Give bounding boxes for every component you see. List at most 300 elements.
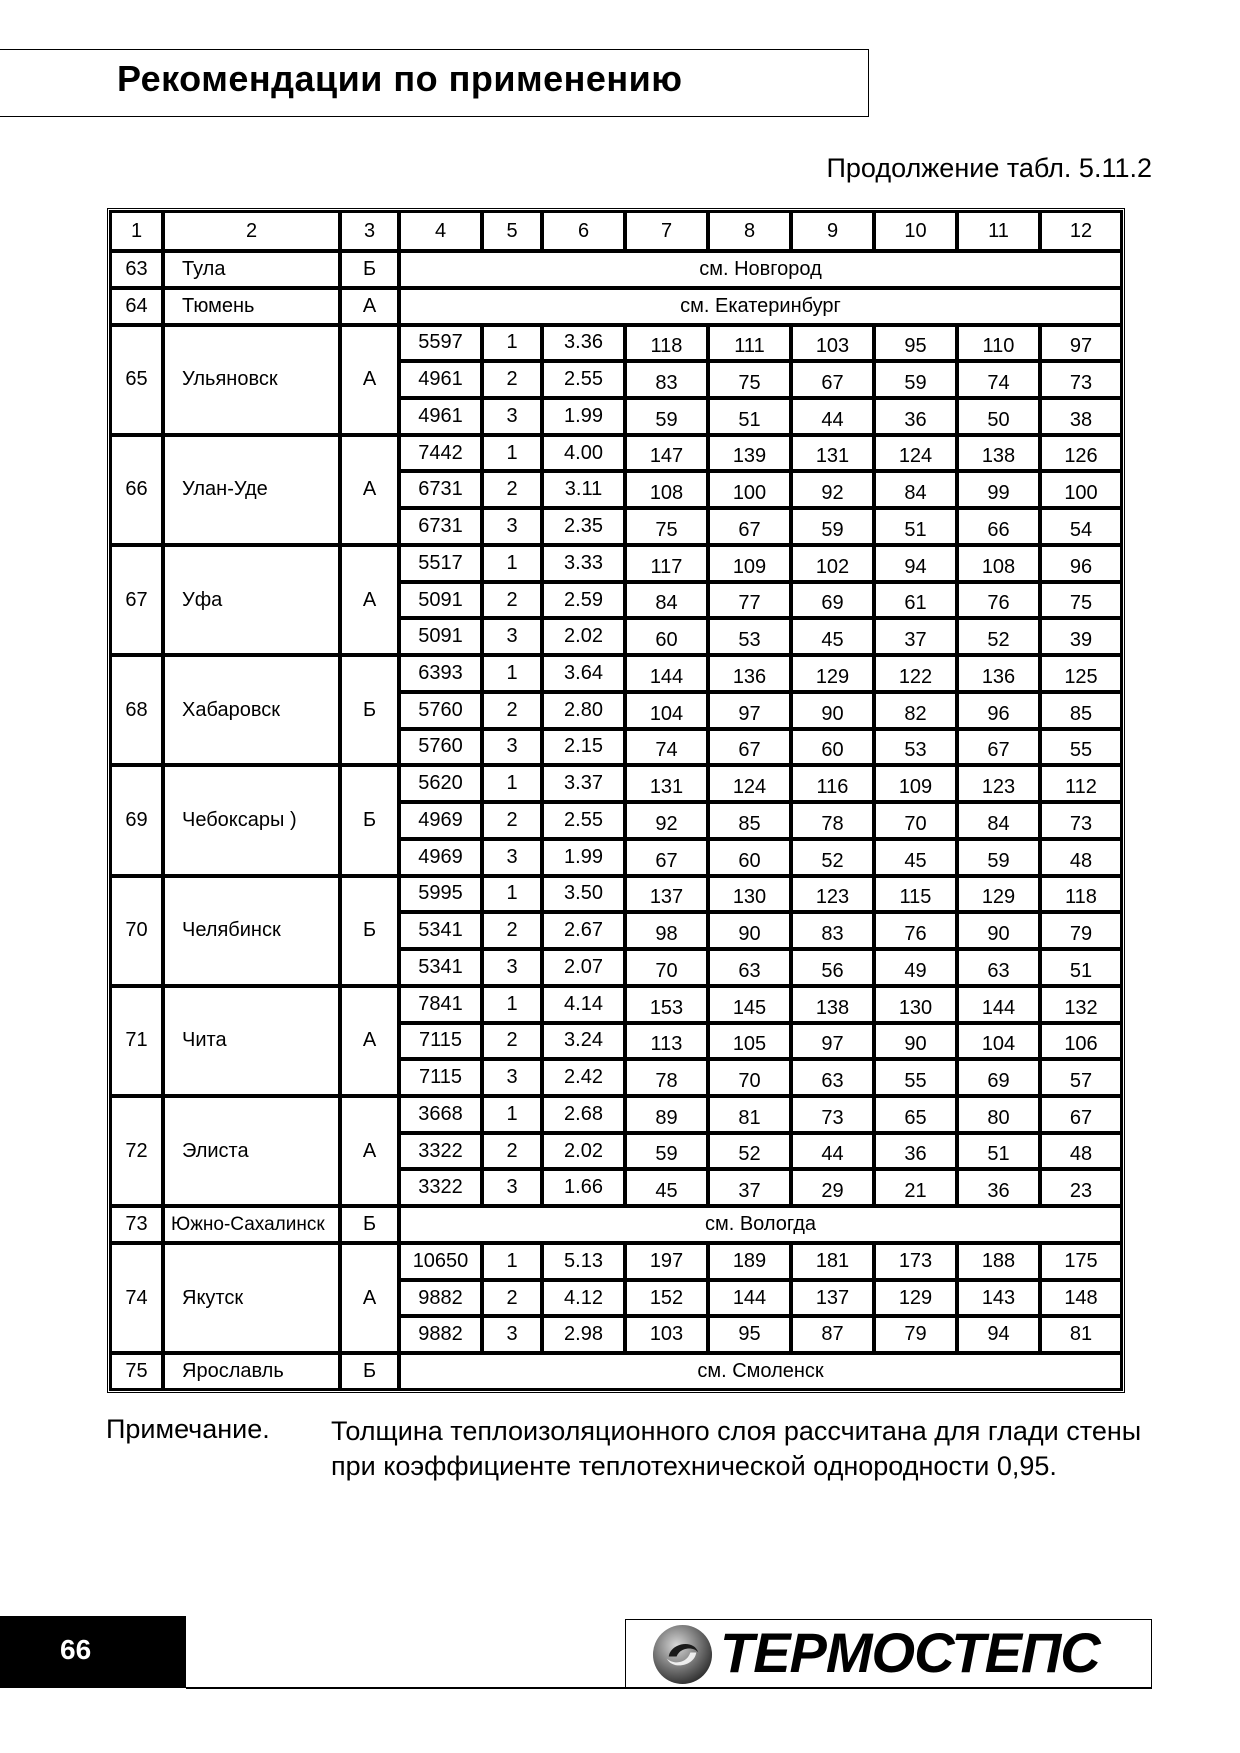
data-cell: 189 [708, 1243, 791, 1280]
data-cell: 70 [625, 949, 708, 986]
data-cell: 38 [1040, 398, 1122, 435]
data-cell: 80 [957, 1096, 1040, 1133]
data-cell: 57 [1040, 1059, 1122, 1096]
data-cell: 2.07 [542, 949, 625, 986]
data-cell: 67 [708, 729, 791, 766]
data-cell: 130 [874, 986, 957, 1023]
data-cell: 7115 [399, 1059, 482, 1096]
data-cell: 100 [1040, 471, 1122, 508]
data-cell: 55 [874, 1059, 957, 1096]
data-cell: 84 [957, 802, 1040, 839]
data-cell: 2 [482, 912, 542, 949]
data-cell: 103 [625, 1316, 708, 1353]
climate-zone: А [340, 545, 399, 655]
data-cell: 61 [874, 582, 957, 619]
data-cell: 37 [874, 618, 957, 655]
data-cell: 3.33 [542, 545, 625, 582]
data-cell: 3 [482, 949, 542, 986]
data-cell: 36 [957, 1169, 1040, 1206]
data-cell: 4969 [399, 802, 482, 839]
data-cell: 3322 [399, 1169, 482, 1206]
footer-line [186, 1687, 1152, 1689]
data-cell: 3 [482, 398, 542, 435]
data-cell: 75 [625, 508, 708, 545]
data-cell: 123 [957, 765, 1040, 802]
data-cell: 70 [874, 802, 957, 839]
data-cell: 129 [874, 1280, 957, 1317]
data-cell: 1 [482, 1243, 542, 1280]
data-cell: 1 [482, 986, 542, 1023]
data-cell: 48 [1040, 839, 1122, 876]
row-number: 75 [110, 1353, 163, 1390]
data-cell: 3 [482, 839, 542, 876]
climate-zone: Б [340, 655, 399, 765]
data-cell: 59 [957, 839, 1040, 876]
data-cell: 2.68 [542, 1096, 625, 1133]
data-cell: 2.80 [542, 692, 625, 729]
climate-zone: А [340, 325, 399, 435]
data-cell: 3 [482, 729, 542, 766]
data-cell: 118 [1040, 876, 1122, 913]
data-cell: 4.00 [542, 435, 625, 472]
city-name: Тюмень [163, 288, 340, 325]
table-row [110, 288, 1122, 325]
column-header: 6 [542, 211, 625, 251]
table-row [110, 765, 1122, 802]
data-cell: 52 [957, 618, 1040, 655]
data-cell: 2.35 [542, 508, 625, 545]
data-cell: 115 [874, 876, 957, 913]
data-cell: 21 [874, 1169, 957, 1206]
data-cell: 3 [482, 1169, 542, 1206]
data-cell: 51 [708, 398, 791, 435]
data-cell: 79 [874, 1316, 957, 1353]
data-cell: 113 [625, 1023, 708, 1060]
data-cell: 87 [791, 1316, 874, 1353]
table-header-row [110, 211, 1122, 251]
data-cell: 109 [708, 545, 791, 582]
data-cell: 144 [957, 986, 1040, 1023]
data-cell: 2 [482, 582, 542, 619]
data-cell: 152 [625, 1280, 708, 1317]
data-cell: 4.14 [542, 986, 625, 1023]
column-header: 5 [482, 211, 542, 251]
data-cell: 3668 [399, 1096, 482, 1133]
data-cell: 67 [957, 729, 1040, 766]
data-cell: 5760 [399, 692, 482, 729]
data-cell: 139 [708, 435, 791, 472]
data-cell: 75 [1040, 582, 1122, 619]
data-cell: 29 [791, 1169, 874, 1206]
row-number: 66 [110, 435, 163, 545]
brand-name: ТЕРМОСТЕПС [720, 1621, 1100, 1684]
note-text: Толщина теплоизоляционного слоя рассчитана для глади стены при коэффициенте теплотехнической однородности 0,95. [331, 1416, 1142, 1481]
data-cell: 138 [957, 435, 1040, 472]
data-cell: 123 [791, 876, 874, 913]
data-cell: 188 [957, 1243, 1040, 1280]
data-cell: 129 [791, 655, 874, 692]
data-cell: 3.50 [542, 876, 625, 913]
data-cell: 63 [957, 949, 1040, 986]
data-cell: 3322 [399, 1133, 482, 1170]
city-name: Тула [163, 251, 340, 288]
data-cell: 90 [957, 912, 1040, 949]
city-name: Якутск [163, 1243, 340, 1353]
data-cell: 76 [957, 582, 1040, 619]
column-header: 11 [957, 211, 1040, 251]
data-cell: 111 [708, 325, 791, 362]
data-cell: 131 [791, 435, 874, 472]
data-cell: 84 [874, 471, 957, 508]
data-cell: 5.13 [542, 1243, 625, 1280]
brand-logo-icon [651, 1623, 714, 1686]
column-header: 12 [1040, 211, 1122, 251]
column-header: 4 [399, 211, 482, 251]
row-number: 73 [110, 1206, 163, 1243]
row-number: 67 [110, 545, 163, 655]
city-name: Улан-Уде [163, 435, 340, 545]
data-cell: 2 [482, 802, 542, 839]
data-cell: 7442 [399, 435, 482, 472]
city-name: Южно-Сахалинск [163, 1206, 340, 1243]
data-cell: 1 [482, 435, 542, 472]
data-cell: 90 [708, 912, 791, 949]
data-cell: 81 [1040, 1316, 1122, 1353]
data-cell: 108 [957, 545, 1040, 582]
data-cell: 124 [708, 765, 791, 802]
climate-zone: Б [340, 1206, 399, 1243]
data-cell: 78 [625, 1059, 708, 1096]
data-cell: 36 [874, 398, 957, 435]
data-cell: 90 [791, 692, 874, 729]
column-header: 1 [110, 211, 163, 251]
data-cell: 143 [957, 1280, 1040, 1317]
table-row [110, 325, 1122, 362]
data-cell: 89 [625, 1096, 708, 1133]
data-cell: 118 [625, 325, 708, 362]
data-cell: 60 [791, 729, 874, 766]
data-cell: 9882 [399, 1316, 482, 1353]
data-cell: 56 [791, 949, 874, 986]
data-cell: 106 [1040, 1023, 1122, 1060]
data-cell: 105 [708, 1023, 791, 1060]
data-cell: 97 [1040, 325, 1122, 362]
table-row [110, 1243, 1122, 1280]
data-cell: 5517 [399, 545, 482, 582]
data-cell: 197 [625, 1243, 708, 1280]
data-cell: 1 [482, 655, 542, 692]
data-cell: 129 [957, 876, 1040, 913]
data-cell: 136 [957, 655, 1040, 692]
column-header: 3 [340, 211, 399, 251]
row-number: 64 [110, 288, 163, 325]
data-cell: 52 [791, 839, 874, 876]
data-cell: 136 [708, 655, 791, 692]
data-cell: 75 [708, 361, 791, 398]
climate-zone: Б [340, 876, 399, 986]
data-cell: 9882 [399, 1280, 482, 1317]
data-cell: 59 [874, 361, 957, 398]
data-cell: 2.02 [542, 1133, 625, 1170]
data-cell: 173 [874, 1243, 957, 1280]
city-name: Ярославль [163, 1353, 340, 1390]
climate-zone: Б [340, 1353, 399, 1390]
table-row [110, 986, 1122, 1023]
data-cell: 137 [791, 1280, 874, 1317]
data-cell: 1 [482, 876, 542, 913]
data-cell: 126 [1040, 435, 1122, 472]
data-cell: 63 [791, 1059, 874, 1096]
table-row [110, 435, 1122, 472]
table-row [110, 545, 1122, 582]
table-row [110, 251, 1122, 288]
table-caption: Продолжение табл. 5.11.2 [826, 153, 1152, 183]
data-cell: 104 [625, 692, 708, 729]
data-cell: 1 [482, 765, 542, 802]
data-cell: 92 [625, 802, 708, 839]
data-cell: 4.12 [542, 1280, 625, 1317]
data-cell: 3 [482, 508, 542, 545]
table-row [110, 1206, 1122, 1243]
data-cell: 2.55 [542, 361, 625, 398]
data-cell: 148 [1040, 1280, 1122, 1317]
data-cell: 92 [791, 471, 874, 508]
data-cell: 74 [957, 361, 1040, 398]
data-cell: 98 [625, 912, 708, 949]
data-cell: 5995 [399, 876, 482, 913]
data-cell: 147 [625, 435, 708, 472]
data-cell: 67 [1040, 1096, 1122, 1133]
data-cell: 44 [791, 1133, 874, 1170]
data-cell: 2.98 [542, 1316, 625, 1353]
row-number: 65 [110, 325, 163, 435]
data-cell: 153 [625, 986, 708, 1023]
data-cell: 49 [874, 949, 957, 986]
city-name: Уфа [163, 545, 340, 655]
see-reference: см. Смоленск [399, 1353, 1122, 1390]
data-cell: 48 [1040, 1133, 1122, 1170]
data-cell: 84 [625, 582, 708, 619]
data-cell: 53 [708, 618, 791, 655]
climate-zone: А [340, 1096, 399, 1206]
data-cell: 67 [708, 508, 791, 545]
page-title: Рекомендации по применению [117, 58, 683, 99]
row-number: 71 [110, 986, 163, 1096]
data-cell: 124 [874, 435, 957, 472]
data-cell: 110 [957, 325, 1040, 362]
page-number: 66 [60, 1634, 92, 1665]
data-cell: 83 [625, 361, 708, 398]
data-cell: 36 [874, 1133, 957, 1170]
data-cell: 108 [625, 471, 708, 508]
data-cell: 66 [957, 508, 1040, 545]
data-cell: 104 [957, 1023, 1040, 1060]
data-cell: 63 [708, 949, 791, 986]
data-cell: 3.24 [542, 1023, 625, 1060]
data-cell: 67 [791, 361, 874, 398]
data-cell: 2 [482, 1133, 542, 1170]
data-cell: 7841 [399, 986, 482, 1023]
data-cell: 4961 [399, 361, 482, 398]
data-cell: 3 [482, 1059, 542, 1096]
data-cell: 2.42 [542, 1059, 625, 1096]
data-cell: 60 [708, 839, 791, 876]
data-cell: 3.37 [542, 765, 625, 802]
data-cell: 69 [957, 1059, 1040, 1096]
data-cell: 73 [1040, 802, 1122, 839]
data-cell: 95 [708, 1316, 791, 1353]
data-cell: 117 [625, 545, 708, 582]
data-cell: 97 [708, 692, 791, 729]
data-cell: 5760 [399, 729, 482, 766]
data-cell: 10650 [399, 1243, 482, 1280]
city-name: Чита [163, 986, 340, 1096]
row-number: 63 [110, 251, 163, 288]
data-cell: 53 [874, 729, 957, 766]
data-cell: 2 [482, 692, 542, 729]
data-cell: 54 [1040, 508, 1122, 545]
climate-zone: А [340, 1243, 399, 1353]
data-cell: 51 [1040, 949, 1122, 986]
data-cell: 3 [482, 1316, 542, 1353]
data-cell: 1 [482, 545, 542, 582]
climate-zone: А [340, 288, 399, 325]
data-cell: 7115 [399, 1023, 482, 1060]
data-cell: 102 [791, 545, 874, 582]
data-cell: 5091 [399, 618, 482, 655]
climate-zone: А [340, 986, 399, 1096]
data-cell: 90 [874, 1023, 957, 1060]
data-cell: 59 [791, 508, 874, 545]
column-header: 9 [791, 211, 874, 251]
data-cell: 109 [874, 765, 957, 802]
data-cell: 39 [1040, 618, 1122, 655]
data-cell: 82 [874, 692, 957, 729]
data-cell: 50 [957, 398, 1040, 435]
note-label: Примечание. [106, 1414, 270, 1444]
data-cell: 2.15 [542, 729, 625, 766]
data-cell: 6731 [399, 508, 482, 545]
data-cell: 76 [874, 912, 957, 949]
city-name: Челябинск [163, 876, 340, 986]
data-cell: 138 [791, 986, 874, 1023]
data-cell: 116 [791, 765, 874, 802]
see-reference: см. Вологда [399, 1206, 1122, 1243]
data-cell: 85 [1040, 692, 1122, 729]
data-cell: 45 [874, 839, 957, 876]
data-cell: 45 [791, 618, 874, 655]
data-cell: 1.66 [542, 1169, 625, 1206]
data-cell: 70 [708, 1059, 791, 1096]
data-cell: 3.36 [542, 325, 625, 362]
data-cell: 4961 [399, 398, 482, 435]
table-row [110, 655, 1122, 692]
data-cell: 112 [1040, 765, 1122, 802]
see-reference: см. Новгород [399, 251, 1122, 288]
row-number: 69 [110, 765, 163, 875]
climate-zone: Б [340, 251, 399, 288]
city-name: Чебоксары ) [163, 765, 340, 875]
data-cell: 144 [625, 655, 708, 692]
table-row [110, 1353, 1122, 1390]
data-cell: 59 [625, 398, 708, 435]
data-cell: 130 [708, 876, 791, 913]
city-name: Ульяновск [163, 325, 340, 435]
data-cell: 2.55 [542, 802, 625, 839]
data-cell: 97 [791, 1023, 874, 1060]
data-cell: 65 [874, 1096, 957, 1133]
data-cell: 3 [482, 618, 542, 655]
data-cell: 132 [1040, 986, 1122, 1023]
data-cell: 131 [625, 765, 708, 802]
data-cell: 69 [791, 582, 874, 619]
data-table [107, 208, 1125, 1393]
data-cell: 95 [874, 325, 957, 362]
data-cell: 5341 [399, 949, 482, 986]
column-header: 10 [874, 211, 957, 251]
data-cell: 73 [1040, 361, 1122, 398]
data-cell: 144 [708, 1280, 791, 1317]
data-cell: 51 [957, 1133, 1040, 1170]
data-cell: 55 [1040, 729, 1122, 766]
data-cell: 103 [791, 325, 874, 362]
data-cell: 94 [874, 545, 957, 582]
data-cell: 1 [482, 325, 542, 362]
data-cell: 96 [1040, 545, 1122, 582]
data-cell: 2 [482, 471, 542, 508]
data-cell: 125 [1040, 655, 1122, 692]
city-name: Элиста [163, 1096, 340, 1206]
table-row [110, 876, 1122, 913]
data-cell: 60 [625, 618, 708, 655]
row-number: 72 [110, 1096, 163, 1206]
data-cell: 2 [482, 1023, 542, 1060]
column-header: 8 [708, 211, 791, 251]
data-cell: 1 [482, 1096, 542, 1133]
data-cell: 59 [625, 1133, 708, 1170]
row-number: 74 [110, 1243, 163, 1353]
data-cell: 37 [708, 1169, 791, 1206]
data-cell: 44 [791, 398, 874, 435]
data-cell: 1.99 [542, 398, 625, 435]
column-header: 7 [625, 211, 708, 251]
data-cell: 23 [1040, 1169, 1122, 1206]
data-cell: 5341 [399, 912, 482, 949]
data-cell: 2.02 [542, 618, 625, 655]
data-cell: 181 [791, 1243, 874, 1280]
data-cell: 4969 [399, 839, 482, 876]
data-cell: 145 [708, 986, 791, 1023]
climate-zone: Б [340, 765, 399, 875]
data-cell: 3.64 [542, 655, 625, 692]
data-cell: 85 [708, 802, 791, 839]
data-cell: 122 [874, 655, 957, 692]
row-number: 68 [110, 655, 163, 765]
data-cell: 45 [625, 1169, 708, 1206]
data-cell: 5620 [399, 765, 482, 802]
column-header: 2 [163, 211, 340, 251]
data-cell: 81 [708, 1096, 791, 1133]
data-cell: 6731 [399, 471, 482, 508]
page-number-box [0, 1616, 186, 1688]
data-cell: 78 [791, 802, 874, 839]
data-cell: 83 [791, 912, 874, 949]
data-cell: 74 [625, 729, 708, 766]
data-cell: 137 [625, 876, 708, 913]
data-cell: 52 [708, 1133, 791, 1170]
data-cell: 2 [482, 1280, 542, 1317]
table-row [110, 1096, 1122, 1133]
